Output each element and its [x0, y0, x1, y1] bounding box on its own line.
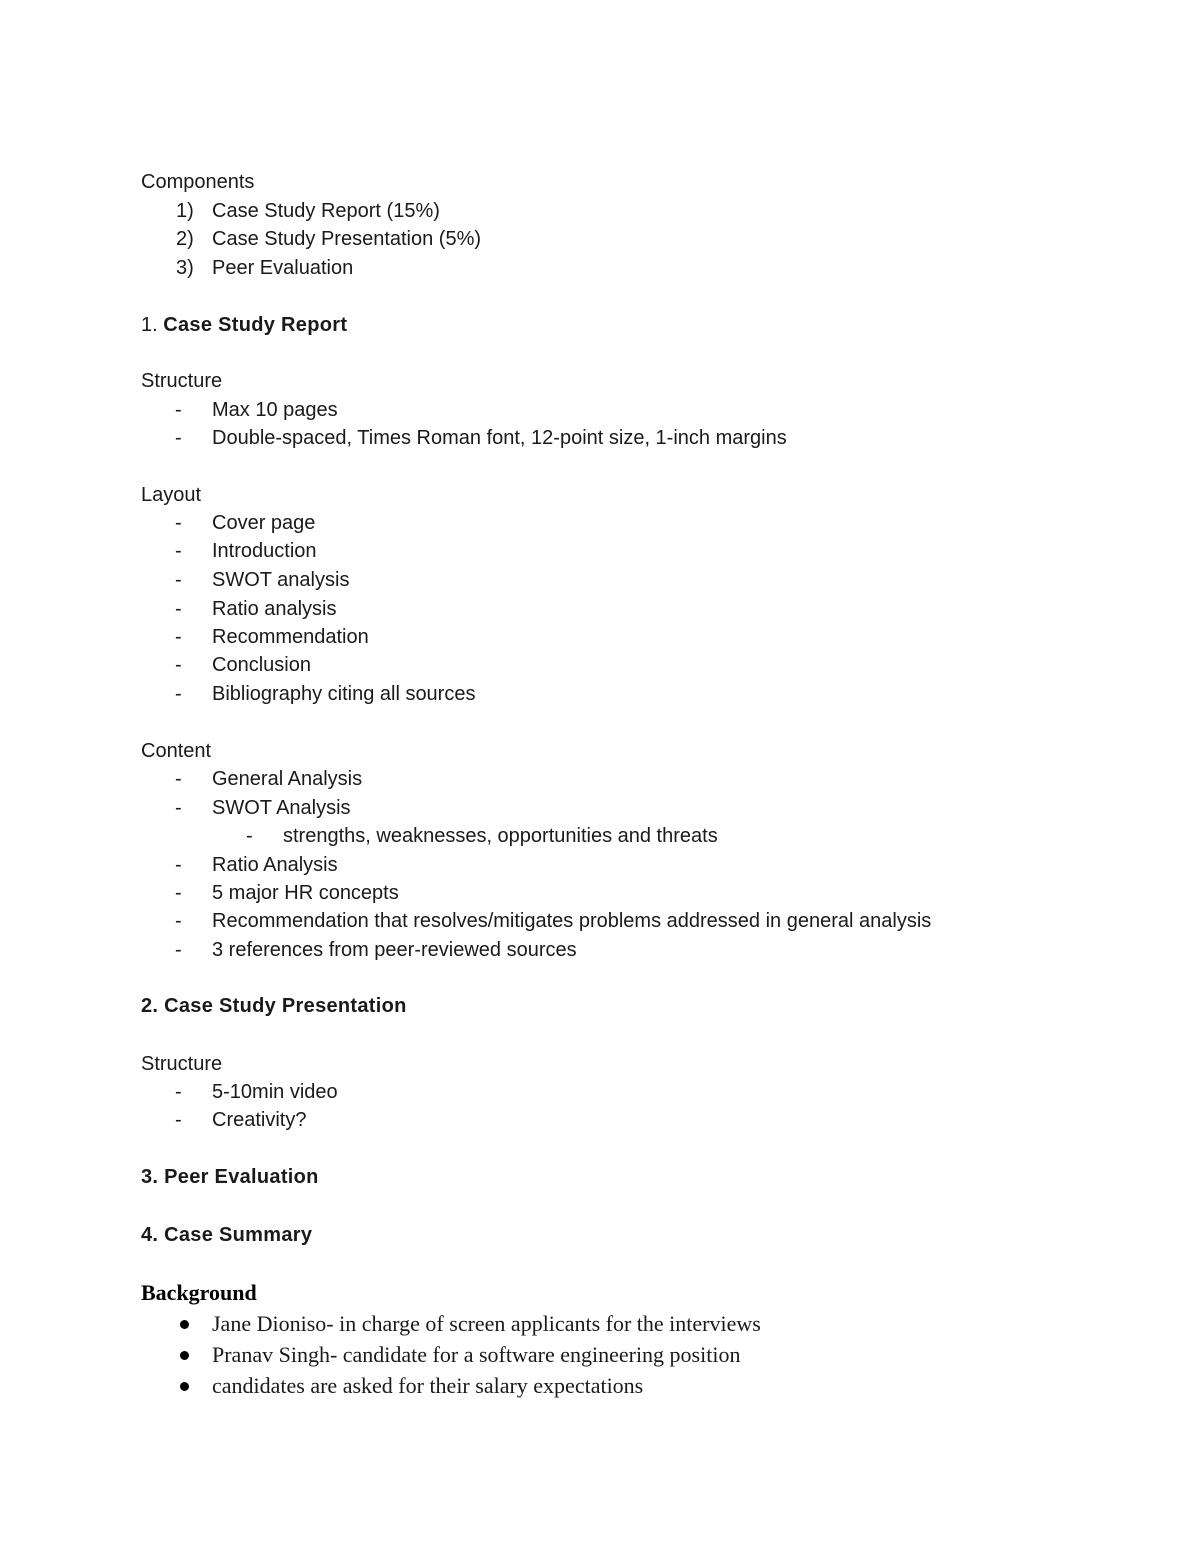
list-number: 1) — [176, 200, 194, 222]
list-dash: - — [175, 427, 182, 449]
list-item: SWOT analysis — [212, 569, 350, 591]
list-dash: - — [175, 540, 182, 562]
list-dash: - — [175, 512, 182, 534]
section-1-heading — [141, 311, 347, 339]
components-heading: Components — [141, 171, 255, 193]
list-dash: - — [175, 1081, 182, 1103]
list-item: Ratio Analysis — [212, 854, 338, 876]
section-3-heading: 3. Peer Evaluation — [141, 1166, 319, 1188]
background-heading: Background — [141, 1280, 257, 1305]
list-dash: - — [175, 797, 182, 819]
content-heading: Content — [141, 740, 212, 762]
list-item: Recommendation — [212, 626, 369, 648]
list-dash: - — [175, 910, 182, 932]
list-dash: - — [175, 683, 182, 705]
list-item: Cover page — [212, 512, 316, 534]
list-item: Introduction — [212, 540, 317, 562]
list-dash: - — [175, 768, 182, 790]
bullet-icon — [180, 1351, 189, 1360]
list-item: Bibliography citing all sources — [212, 683, 476, 705]
bullet-item: Pranav Singh- candidate for a software engineering position — [212, 1342, 741, 1367]
bullet-item: Jane Dioniso- in charge of screen applicants for the interviews — [212, 1311, 761, 1336]
list-dash: - — [175, 939, 182, 961]
list-item: Ratio analysis — [212, 598, 337, 620]
list-item: Recommendation that resolves/mitigates problems addressed in general analysis — [212, 910, 932, 932]
structure-heading: Structure — [141, 1053, 223, 1075]
list-item: Max 10 pages — [212, 399, 338, 421]
bullet-icon — [180, 1320, 189, 1329]
list-item: Case Study Report (15%) — [212, 200, 440, 222]
bullet-icon — [180, 1382, 189, 1391]
section-1-number: 1. — [141, 314, 158, 336]
list-item: SWOT Analysis — [212, 797, 351, 819]
list-dash: - — [175, 399, 182, 421]
list-item: Peer Evaluation — [212, 257, 354, 279]
list-dash: - — [175, 569, 182, 591]
list-item: Conclusion — [212, 654, 311, 676]
list-number: 2) — [176, 228, 194, 250]
list-dash: - — [175, 882, 182, 904]
list-item: 5-10min video — [212, 1081, 338, 1103]
list-dash: - — [175, 1109, 182, 1131]
bullet-item: candidates are asked for their salary expectations — [212, 1373, 644, 1398]
structure-heading: Structure — [141, 370, 223, 392]
list-item: 5 major HR concepts — [212, 882, 399, 904]
list-dash: - — [175, 598, 182, 620]
section-1-title: Case Study Report — [163, 314, 348, 336]
list-item: Double-spaced, Times Roman font, 12-point size, 1-inch margins — [212, 427, 787, 449]
list-dash: - — [175, 626, 182, 648]
list-dash: - — [175, 854, 182, 876]
list-item: General Analysis — [212, 768, 363, 790]
section-2-heading: 2. Case Study Presentation — [141, 995, 407, 1017]
list-item: 3 references from peer-reviewed sources — [212, 939, 577, 961]
list-number: 3) — [176, 257, 194, 279]
list-item: Creativity? — [212, 1109, 307, 1131]
sub-list-item: strengths, weaknesses, opportunities and threats — [283, 825, 718, 847]
layout-heading: Layout — [141, 484, 202, 506]
sub-list-dash: - — [246, 825, 253, 847]
list-item: Case Study Presentation (5%) — [212, 228, 482, 250]
section-4-heading: 4. Case Summary — [141, 1224, 313, 1246]
list-dash: - — [175, 654, 182, 676]
